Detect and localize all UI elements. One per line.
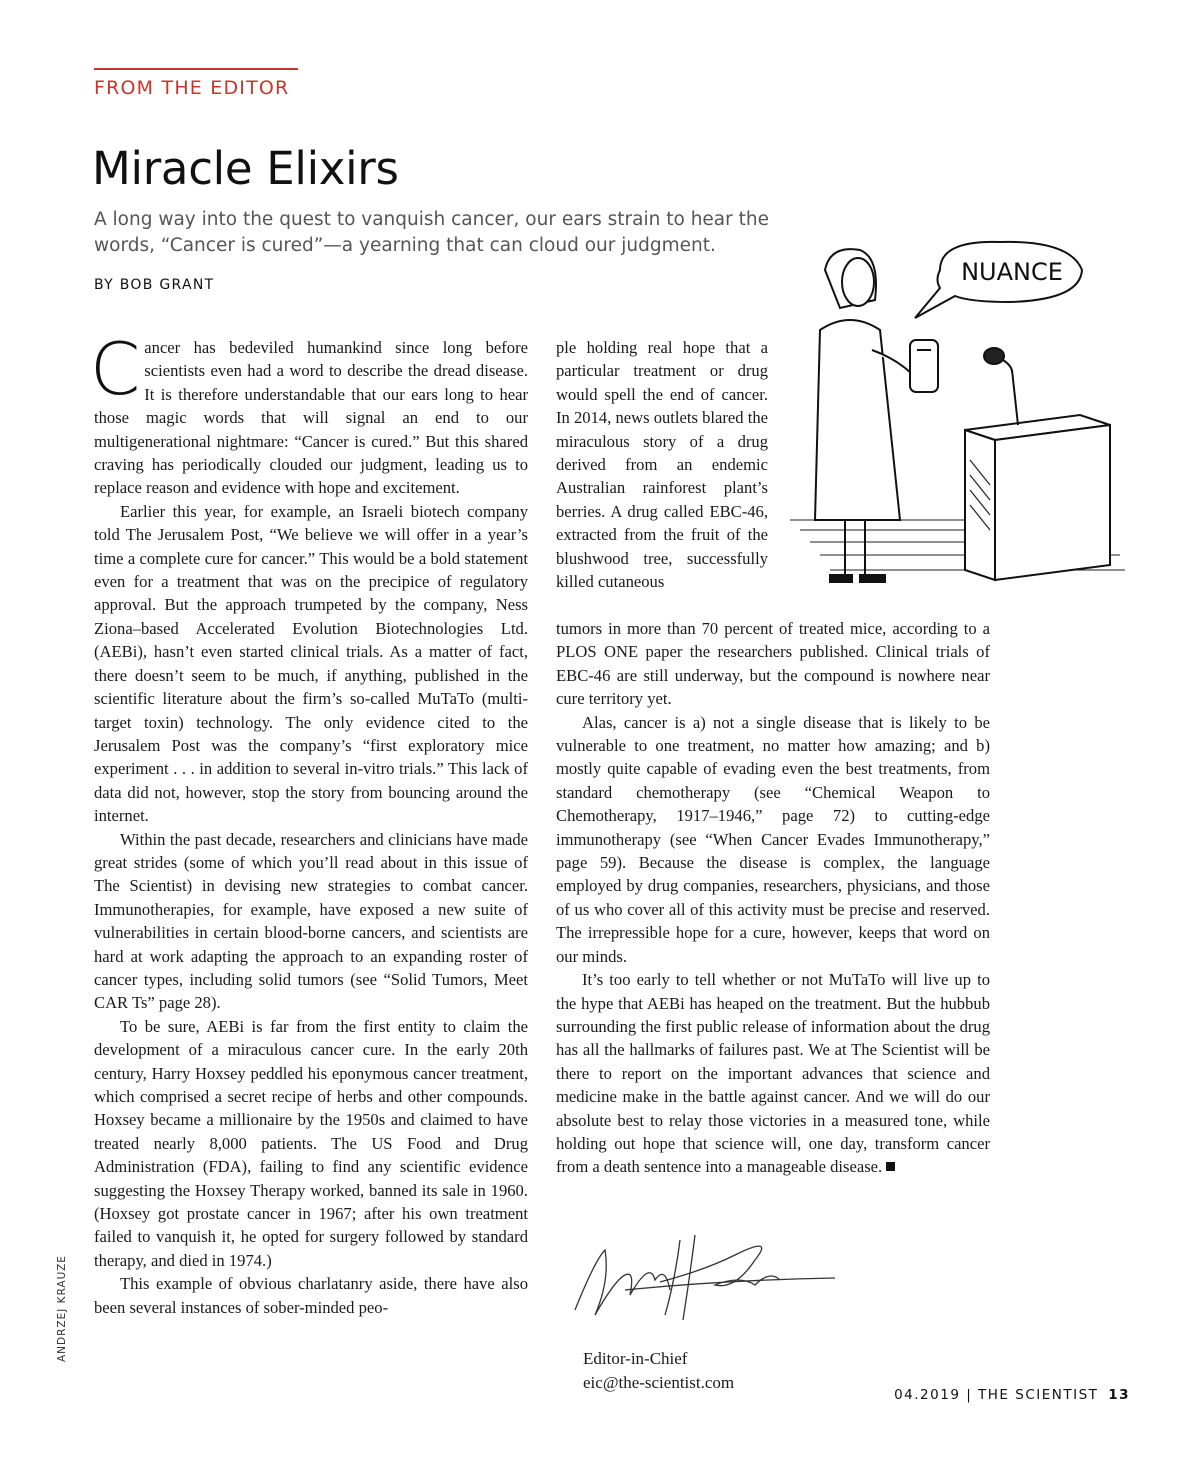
speaker-figure bbox=[815, 249, 938, 582]
paragraph-6: Alas, cancer is a) not a single disease that is likely to be vulnerable to one treatment, no matter how amazing; and b) mostly quite capable of evading even the best treatments, from standard chemotherapy (see “Chemical Weapon to Chemotherapy, 1917–1946,” page 72) to cutting-edge immunotherapy (see “When Cancer Evades Immunotherapy,” page 59). Because the disease is complex, the language employed by drug companies, researchers, physicians, and those of us who cover all of this activity must be precise and reserved. The irrepressible hope for a cure, however, keeps that word on our minds. bbox=[556, 712, 990, 966]
end-mark bbox=[886, 1162, 895, 1171]
paragraph-3: Within the past decade, researchers and clinicians have made great strides (some of which you’ll read about in this issue of The Scientist) in devising new strategies to combat cancer. Immunotherapies, for example, have exposed a new suite of vulnerabilities in certain blood-borne cancers, and scientists are hard at work adapting the approach to an expanding roster of cancer types, including solid tumors (see “Solid Tumors, Meet CAR Ts” page 28). bbox=[94, 829, 528, 1013]
section-label: FROM THE EDITOR bbox=[94, 77, 290, 99]
body-column-right-top bbox=[556, 336, 768, 593]
speech-bubble-text: NUANCE bbox=[961, 258, 1063, 286]
page-footer bbox=[894, 1387, 1130, 1403]
paragraph-5-start: This example of obvious charlatanry aside, there have also been several instances of sober-minded peo- bbox=[94, 1274, 528, 1317]
paragraph-2: Earlier this year, for example, an Israeli biotech company told The Jerusalem Post, “We believe we will offer in a year’s time a complete cure for cancer.” This would be a bold statement even for a treatment that was on the precipice of regulatory approval. But the approach trumpeted by the company, Ness Ziona–based Accelerated Evolution Biotechnologies Ltd. (AEBi), hasn’t even started clinical trials. As a matter of fact, there doesn’t seem to be much, if anything, published in the scientific literature about the firm’s so-called MuTaTo (multi-target toxin) technology. The only evidence cited to the Jerusalem Post was the company’s “first exploratory mice experiment . . . in addition to several in-vitro trials.” This lack of data did not, however, stop the story from bouncing around the internet. bbox=[94, 501, 528, 826]
speech-bubble bbox=[915, 242, 1082, 318]
signoff-block bbox=[583, 1347, 734, 1395]
paragraph-1-text: ancer has bedeviled humankind since long before scientists even had a word to describe the dread disease. It is therefore understandable that our ears long to hear those magic words that will signal an end to our multigenerational nightmare: “Cancer is cured.” But this shared craving has periodically clouded our judgment, leading us to replace reason and evidence with hope and excitement. bbox=[94, 338, 528, 498]
cartoon-illustration bbox=[790, 230, 1130, 590]
paragraph-5-end: tumors in more than 70 percent of treated mice, according to a PLOS ONE paper the researchers published. Clinical trials of EBC-46 are still underway, but the compound is nowhere near cure territory yet. bbox=[556, 619, 990, 709]
body-column-left bbox=[90, 327, 528, 1319]
paragraph-7-text: It’s too early to tell whether or not MuTaTo will live up to the hype that AEBi has heaped on the treatment. But the hubbub surrounding the first public release of information about the drug has all the hallmarks of failures past. We at The Scientist will be there to report on the important advances that science and medicine make in the battle against cancer. And we will do our absolute best to relay those victories in a measured tone, while holding out hope that science will, one day, transform cancer from a death sentence into a manageable disease. bbox=[556, 970, 990, 1177]
footer-issue: 04.2019 | THE SCIENTIST bbox=[894, 1387, 1099, 1403]
signoff-role: Editor-in-Chief bbox=[583, 1349, 688, 1368]
section-rule bbox=[94, 68, 298, 70]
article-title: Miracle Elixirs bbox=[92, 142, 399, 195]
signoff-email[interactable]: eic@the-scientist.com bbox=[583, 1373, 735, 1392]
body-column-right-bottom bbox=[556, 617, 990, 1179]
paragraph-7 bbox=[556, 968, 990, 1179]
paragraph-1 bbox=[90, 327, 528, 500]
article-dek: A long way into the quest to vanquish cancer, our ears strain to hear the words, “Cancer is cured”—a yearning that can cloud our judgment. bbox=[94, 209, 769, 256]
podium bbox=[965, 415, 1110, 580]
page-number: 13 bbox=[1108, 1387, 1130, 1403]
signature-image bbox=[565, 1220, 845, 1325]
paragraph-4: To be sure, AEBi is far from the first entity to claim the development of a miraculous cancer cure. In the early 20th century, Harry Hoxsey peddled his eponymous cancer treatment, which comprised a secret recipe of herbs and other compounds. Hoxsey became a millionaire by the 1950s and claimed to have treated nearly 8,000 patients. The US Food and Drug Administration (FDA), failing to find any scientific evidence suggesting the Hoxsey Therapy worked, banned its sale in 1960. (Hoxsey got prostate cancer in 1967; after his own treatment failed to vanquish it, he opted for surgery followed by standard therapy, and died in 1974.) bbox=[94, 1016, 528, 1270]
byline: BY BOB GRANT bbox=[94, 277, 215, 293]
microphone bbox=[984, 348, 1018, 425]
photo-credit: ANDRZEJ KRAUZE bbox=[56, 1255, 68, 1362]
paragraph-5-continued: ple holding real hope that a particular treatment or drug would spell the end of cancer. In 2014, news outlets blared the miraculous story of a drug derived from an endemic Australian rainforest plant’s berries. A drug called EBC-46, extracted from the fruit of the blushwood tree, successfully killed cutaneous bbox=[556, 338, 768, 592]
drop-cap: C bbox=[90, 327, 141, 411]
